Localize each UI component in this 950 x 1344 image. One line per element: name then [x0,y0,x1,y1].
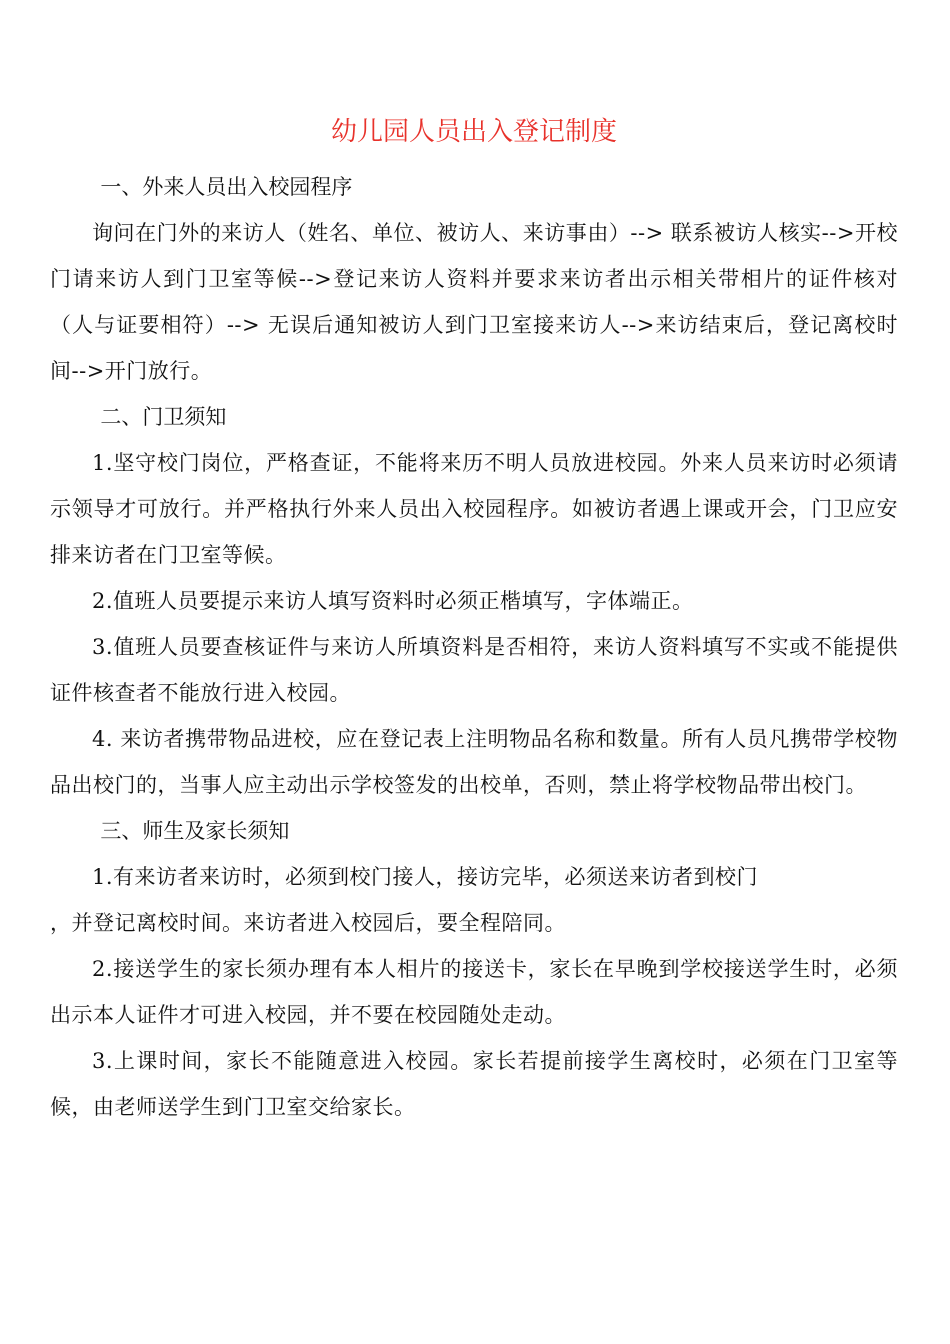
paragraph-visitor-procedure: 询问在门外的来访人（姓名、单位、被访人、来访事由）--> 联系被访人核实-->开校门请来访人到门卫室等候-->登记来访人资料并要求来访者出示相关带相片的证件核对（人与证要相符）--> 无误后通知被访人到门卫室接来访人-->来访结束后，登记离校时间-->开门放行。 [50,221,898,383]
paragraph-guard-1: 1.坚守校门岗位，严格查证，不能将来历不明人员放进校园。外来人员来访时必须请示领导才可放行。并严格执行外来人员出入校园程序。如被访者遇上课或开会，门卫应安排来访者在门卫室等候。 [50,451,898,567]
document-page [50,112,898,1130]
paragraph-guard-4: 4. 来访者携带物品进校，应在登记表上注明物品名称和数量。所有人员凡携带学校物品出校门的，当事人应主动出示学校签发的出校单，否则，禁止将学校物品带出校门。 [50,727,898,797]
paragraph-staff-2: 2.接送学生的家长须办理有本人相片的接送卡，家长在早晚到学校接送学生时，必须出示本人证件才可进入校园，并不要在校园随处走动。 [50,957,898,1027]
section-heading-visitor-procedure: 一、外来人员出入校园程序 [100,175,353,199]
paragraph-staff-3: 3.上课时间，家长不能随意进入校园。家长若提前接学生离校时，必须在门卫室等候，由老师送学生到门卫室交给家长。 [50,1049,898,1119]
paragraph-guard-3: 3.值班人员要查核证件与来访人所填资料是否相符，来访人资料填写不实或不能提供证件核查者不能放行进入校园。 [50,635,898,705]
paragraph-guard-2: 2.值班人员要提示来访人填写资料时必须正楷填写，字体端正。 [92,589,694,613]
section-heading-guard-notice: 二、门卫须知 [100,405,227,429]
paragraph-staff-1-continued: ，并登记离校时间。来访者进入校园后，要全程陪同。 [50,911,566,935]
document-title: 幼儿园人员出入登记制度 [330,117,617,147]
paragraph-staff-1: 1.有来访者来访时，必须到校门接人，接访完毕，必须送来访者到校门 [92,865,759,889]
section-heading-staff-parent-notice: 三、师生及家长须知 [100,819,290,843]
